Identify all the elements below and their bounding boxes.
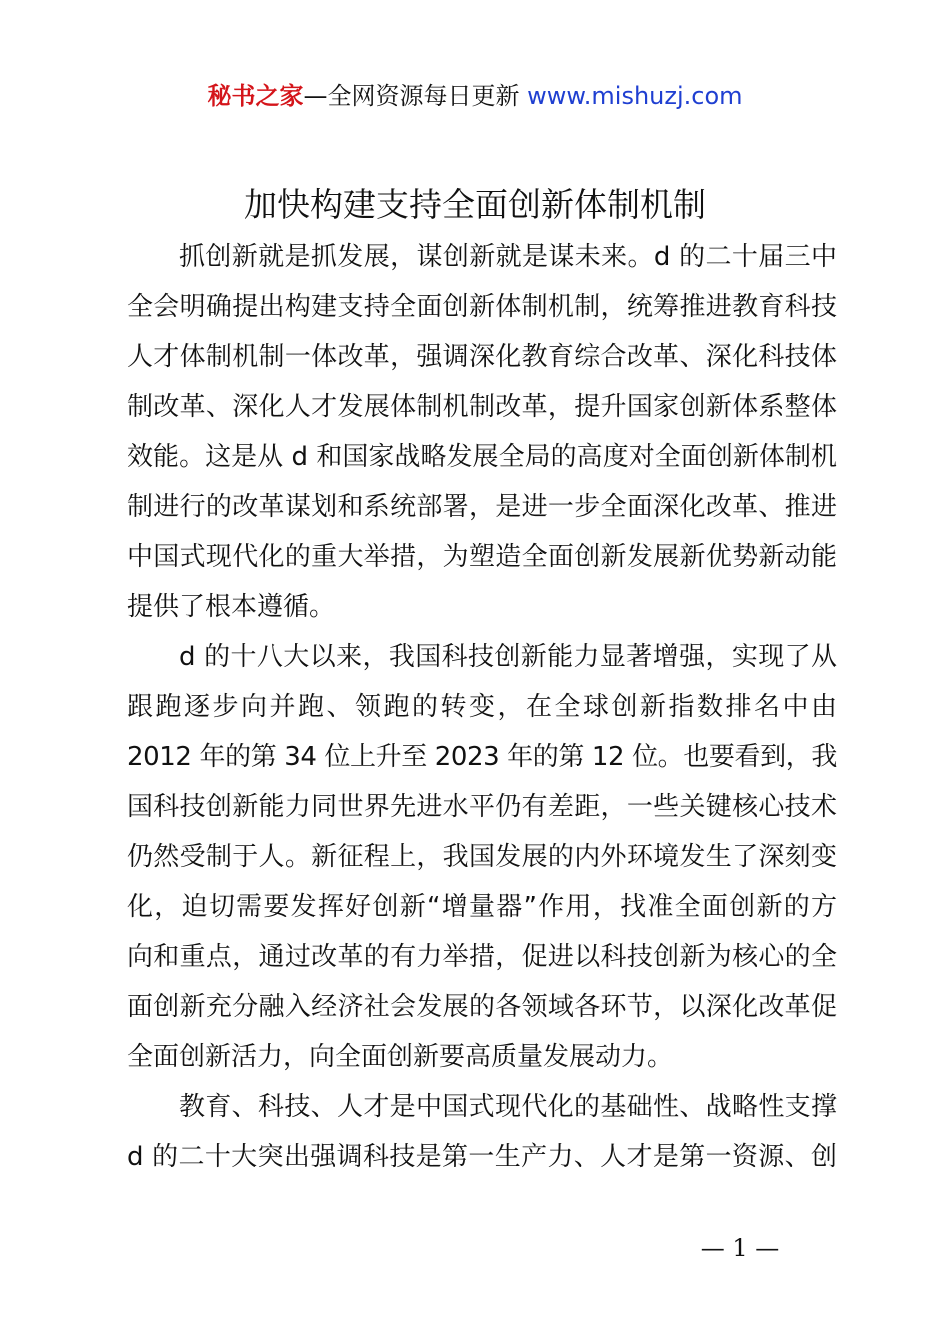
- site-header: [0, 80, 950, 112]
- page-number: — 1 —: [700, 1234, 780, 1262]
- text-line: 教育、科技、人才是中国式现代化的基础性、战略性支撑: [179, 1092, 837, 1122]
- text-line: 人才体制机制一体改革，强调深化教育综合改革、深化科技体: [127, 342, 837, 372]
- document-body: [127, 232, 837, 1182]
- text-line: 2012 年的第 34 位上升至 2023 年的第 12 位。也要看到，我: [127, 742, 837, 772]
- text-line: 仍然受制于人。新征程上，我国发展的内外环境发生了深刻变: [127, 842, 837, 872]
- text-line: 国科技创新能力同世界先进水平仍有差距，一些关键核心技术: [127, 792, 837, 822]
- text-line: 化，迫切需要发挥好创新“增量器”作用，找准全面创新的方: [127, 892, 837, 922]
- text-line: d 的二十大突出强调科技是第一生产力、人才是第一资源、创: [127, 1142, 837, 1172]
- text-line: 中国式现代化的重大举措，为塑造全面创新发展新优势新动能: [127, 542, 837, 572]
- text-line: 提供了根本遵循。: [127, 592, 336, 622]
- text-line: 效能。这是从 d 和国家战略发展全局的高度对全面创新体制机: [127, 442, 837, 472]
- paragraph: [127, 632, 837, 1082]
- text-line: d 的十八大以来，我国科技创新能力显著增强，实现了从: [179, 642, 837, 672]
- site-slogan: —全网资源每日更新: [303, 82, 520, 110]
- site-url-link[interactable]: www.mishuzj.com: [527, 82, 743, 110]
- text-line: 制改革、深化人才发展体制机制改革，提升国家创新体系整体: [127, 392, 837, 422]
- document-title: 加快构建支持全面创新体制机制: [244, 185, 706, 224]
- text-line: 跟跑逐步向并跑、领跑的转变，在全球创新指数排名中由: [127, 692, 837, 722]
- paragraph: [127, 232, 837, 632]
- text-line: 制进行的改革谋划和系统部署，是进一步全面深化改革、推进: [127, 492, 837, 522]
- text-line: 面创新充分融入经济社会发展的各领域各环节，以深化改革促: [127, 992, 837, 1022]
- text-line: 全会明确提出构建支持全面创新体制机制，统筹推进教育科技: [127, 292, 837, 322]
- text-line: 向和重点，通过改革的有力举措，促进以科技创新为核心的全: [127, 942, 837, 972]
- text-line: 抓创新就是抓发展，谋创新就是谋未来。d 的二十届三中: [179, 242, 837, 272]
- paragraph: [127, 1082, 837, 1182]
- text-line: 全面创新活力，向全面创新要高质量发展动力。: [127, 1042, 674, 1072]
- site-brand: 秘书之家: [207, 82, 304, 110]
